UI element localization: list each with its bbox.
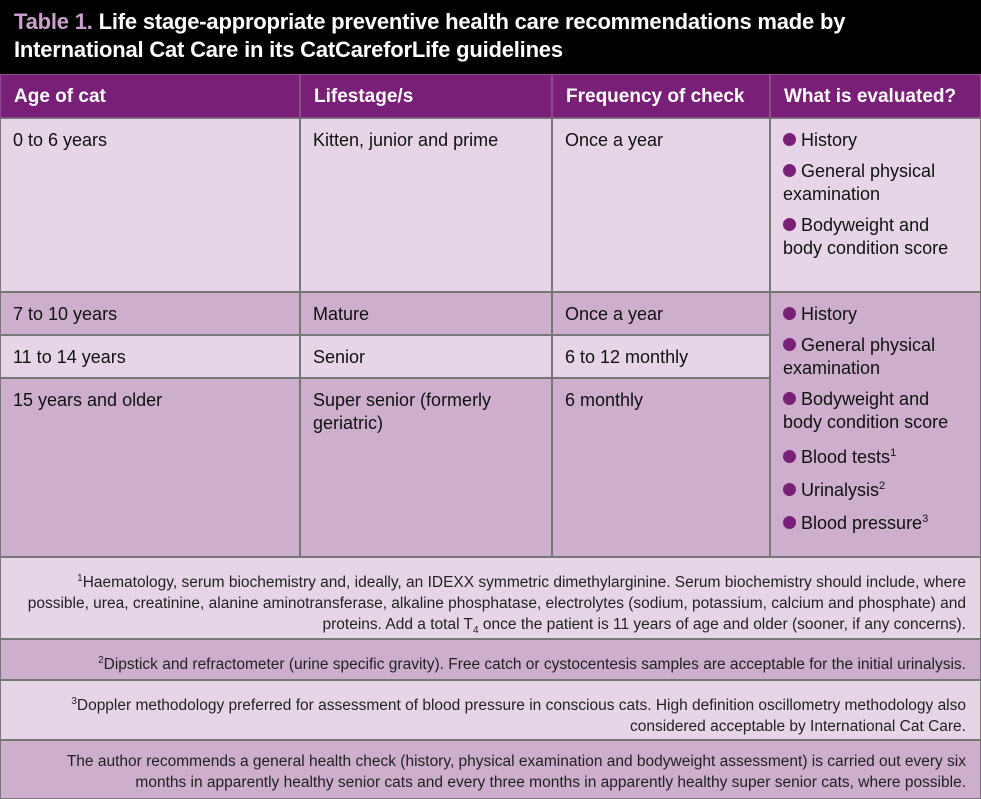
recommendations-table	[0, 74, 981, 799]
table-row-2-age: 7 to 10 years	[0, 292, 300, 335]
header-lifestage: Lifestage/s	[300, 74, 552, 118]
table-row-4-lifestage: Super senior (formerly geriatric)	[300, 378, 552, 557]
list-item: Urinalysis$^2$	[783, 475, 968, 502]
list-item: Bodyweight and body condition score	[783, 389, 949, 432]
list-item: Blood pressure$^3$	[783, 508, 968, 535]
table-number: Table 1.	[14, 9, 93, 34]
list-item: General physical examination	[783, 161, 936, 204]
table-row-4-frequency: 6 monthly	[552, 378, 770, 557]
evaluated-list-1	[783, 129, 968, 260]
bullet-icon	[783, 218, 796, 231]
list-item: General physical examination	[783, 335, 936, 378]
bullet-icon	[783, 133, 796, 146]
list-item: History	[783, 303, 968, 326]
footnote-3: $^3$Doppler methodology preferred for assessment of blood pressure in conscious cats. High definition oscillometry methodology also considered acceptable by International Cat Care.	[0, 680, 981, 740]
table-title	[14, 8, 969, 64]
table-row-1-lifestage: Kitten, junior and prime	[300, 118, 552, 292]
bullet-icon	[783, 164, 796, 177]
list-item: History	[783, 129, 968, 152]
list-item: Blood tests$^1$	[783, 442, 968, 469]
table-row-3-lifestage: Senior	[300, 335, 552, 378]
footnote-1: $^1$Haematology, serum biochemistry and, ideally, an IDEXX symmetric dimethylarginine. Serum biochemistry should include, where possible, urea, creatinine, alanine aminotransferase, alkaline phosphatase, electrolytes (sodium, potassium, calcium and phosphate) and proteins. Add a total $T_4$ once the patient is 11 years of age and older (sooner, if any concerns).	[0, 557, 981, 639]
table-row-1-age: 0 to 6 years	[0, 118, 300, 292]
group-2-evaluated	[770, 292, 981, 557]
bullet-icon	[783, 483, 796, 496]
bullet-icon	[783, 307, 796, 320]
table-caption: Life stage-appropriate preventive health care recommendations made by International Cat Care in its CatCareforLife guidelines	[14, 9, 846, 62]
table-row-3-age: 11 to 14 years	[0, 335, 300, 378]
header-age: Age of cat	[0, 74, 300, 118]
bullet-icon	[783, 338, 796, 351]
footnote-ref-3: 3	[922, 513, 929, 525]
table-row-2-frequency: Once a year	[552, 292, 770, 335]
author-note: The author recommends a general health check (history, physical examination and bodyweight assessment) is carried out every six months in apparently healthy senior cats and every three months in apparently healthy super senior cats, where possible.	[0, 740, 981, 799]
header-evaluated: What is evaluated?	[770, 74, 981, 118]
footnote-2: $^2$Dipstick and refractometer (urine specific gravity). Free catch or cystocentesis samples are acceptable for the initial urinalysis.	[0, 639, 981, 680]
table-row-1-evaluated	[770, 118, 981, 292]
table-row-4-age: 15 years and older	[0, 378, 300, 557]
bullet-icon	[783, 516, 796, 529]
footnote-ref-1: 1	[890, 447, 897, 459]
bullet-icon	[783, 450, 796, 463]
table-row-3-frequency: 6 to 12 monthly	[552, 335, 770, 378]
table-row-2-lifestage: Mature	[300, 292, 552, 335]
header-frequency: Frequency of check	[552, 74, 770, 118]
bullet-icon	[783, 392, 796, 405]
evaluated-list-2	[783, 303, 968, 535]
table-row-1-frequency: Once a year	[552, 118, 770, 292]
list-item: Bodyweight and body condition score	[783, 215, 949, 258]
footnote-ref-2: 2	[879, 480, 886, 492]
